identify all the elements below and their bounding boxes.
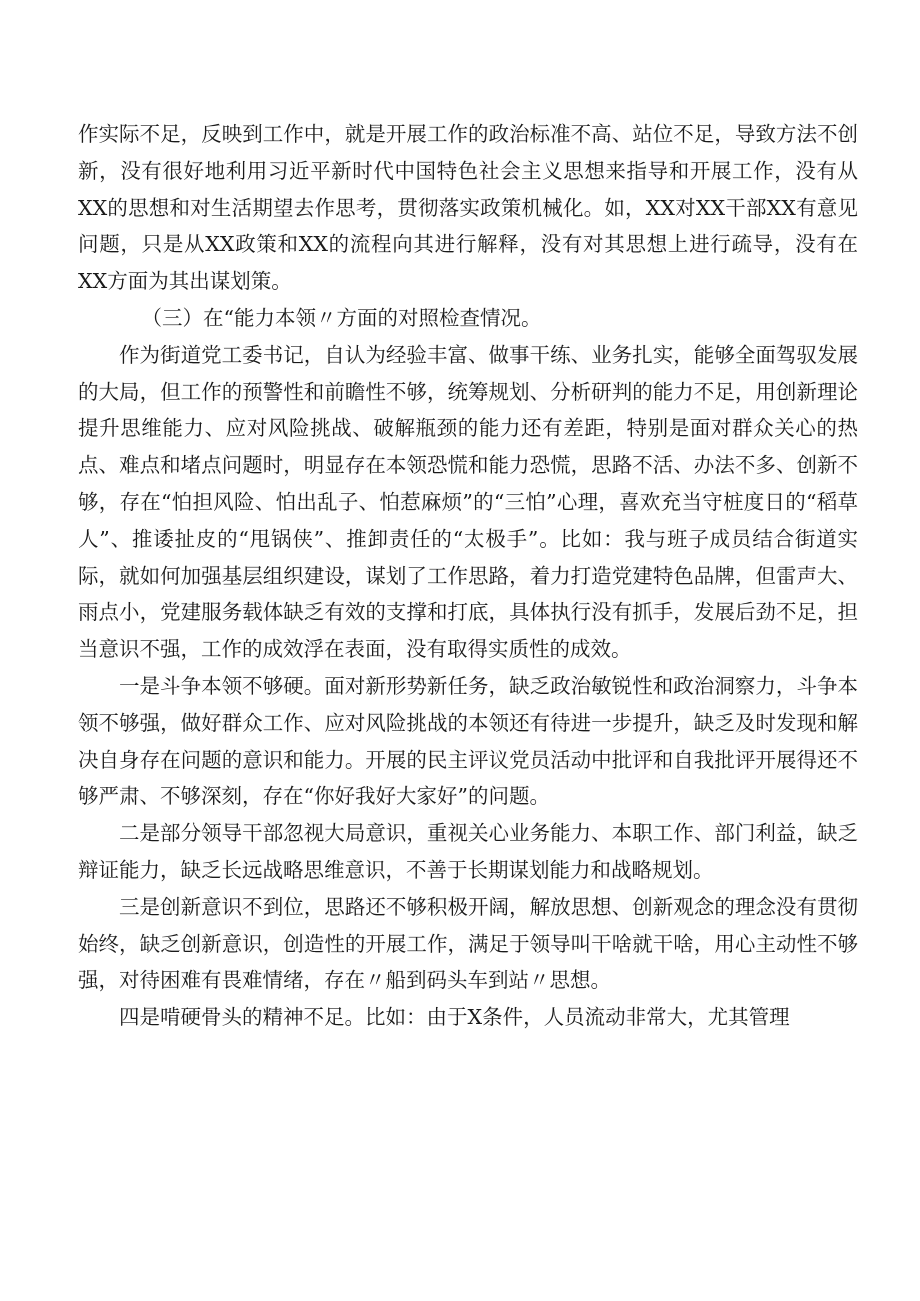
document-body: [78, 116, 858, 1036]
paragraph-point-two: 二是部分领导干部忽视大局意识，重视关心业务能力、本职工作、部门利益，缺乏辩证能力，缺乏长远战略思维意识，不善于长期谋划能力和战略规划。: [78, 821, 858, 882]
paragraph-point-three: 三是创新意识不到位，思路还不够积极开阔，解放思想、创新观念的理念没有贯彻始终，缺乏创新意识，创造性的开展工作，满足于领导叫干啥就干啥，用心主动性不够强，对待困难有畏难情绪，存在〃船到码头车到站〃思想。: [78, 894, 858, 993]
paragraph-ability-overview: 作为街道党工委书记，自认为经验丰富、做事干练、业务扎实，能够全面驾驭发展的大局，但工作的预警性和前瞻性不够，统筹规划、分析研判的能力不足，用创新理论提升思维能力、应对风险挑战、破解瓶颈的能力还有差距，特别是面对群众关心的热点、难点和堵点问题时，明显存在本领恐慌和能力恐慌，思路不活、办法不多、创新不够，存在“怕担风险、怕出乱子、怕惹麻烦”的“三怕”心理，喜欢充当守桩度日的“稻草人”、推诿扯皮的“甩锅侠”、推卸责任的“太极手”。比如：我与班子成员结合街道实际，就如何加强基层组织建设，谋划了工作思路，着力打造党建特色品牌，但雷声大、雨点小，党建服务载体缺乏有效的支撑和打底，具体执行没有抓手，发展后劲不足，担当意识不强，工作的成效浮在表面，没有取得实质性的成效。: [78, 342, 858, 662]
paragraph-point-four: 四是啃硬骨头的精神不足。比如：由于X条件，人员流动非常大，尤其管理: [119, 1005, 790, 1030]
section-heading: （三）在“能力本领〃方面的对照检查情况。: [141, 305, 542, 330]
paragraph-point-one: 一是斗争本领不够硬。面对新形势新任务，缺乏政治敏锐性和政治洞察力，斗争本领不够强，做好群众工作、应对风险挑战的本领还有待进一步提升，缺乏及时发现和解决自身存在问题的意识和能力。开展的民主评议党员活动中批评和自我批评开展得还不够严肃、不够深刻，存在“你好我好大家好”的问题。: [78, 673, 858, 809]
paragraph-continuation: 作实际不足，反映到工作中，就是开展工作的政治标准不高、站位不足，导致方法不创新，没有很好地利用习近平新时代中国特色社会主义思想来指导和开展工作，没有从XX的思想和对生活期望去作思考，贯彻落实政策机械化。如，XX对XX干部XX有意见问题，只是从XX政策和XX的流程向其进行解释，没有对其思想上进行疏导，没有在XX方面为其出谋划策。: [78, 122, 858, 294]
